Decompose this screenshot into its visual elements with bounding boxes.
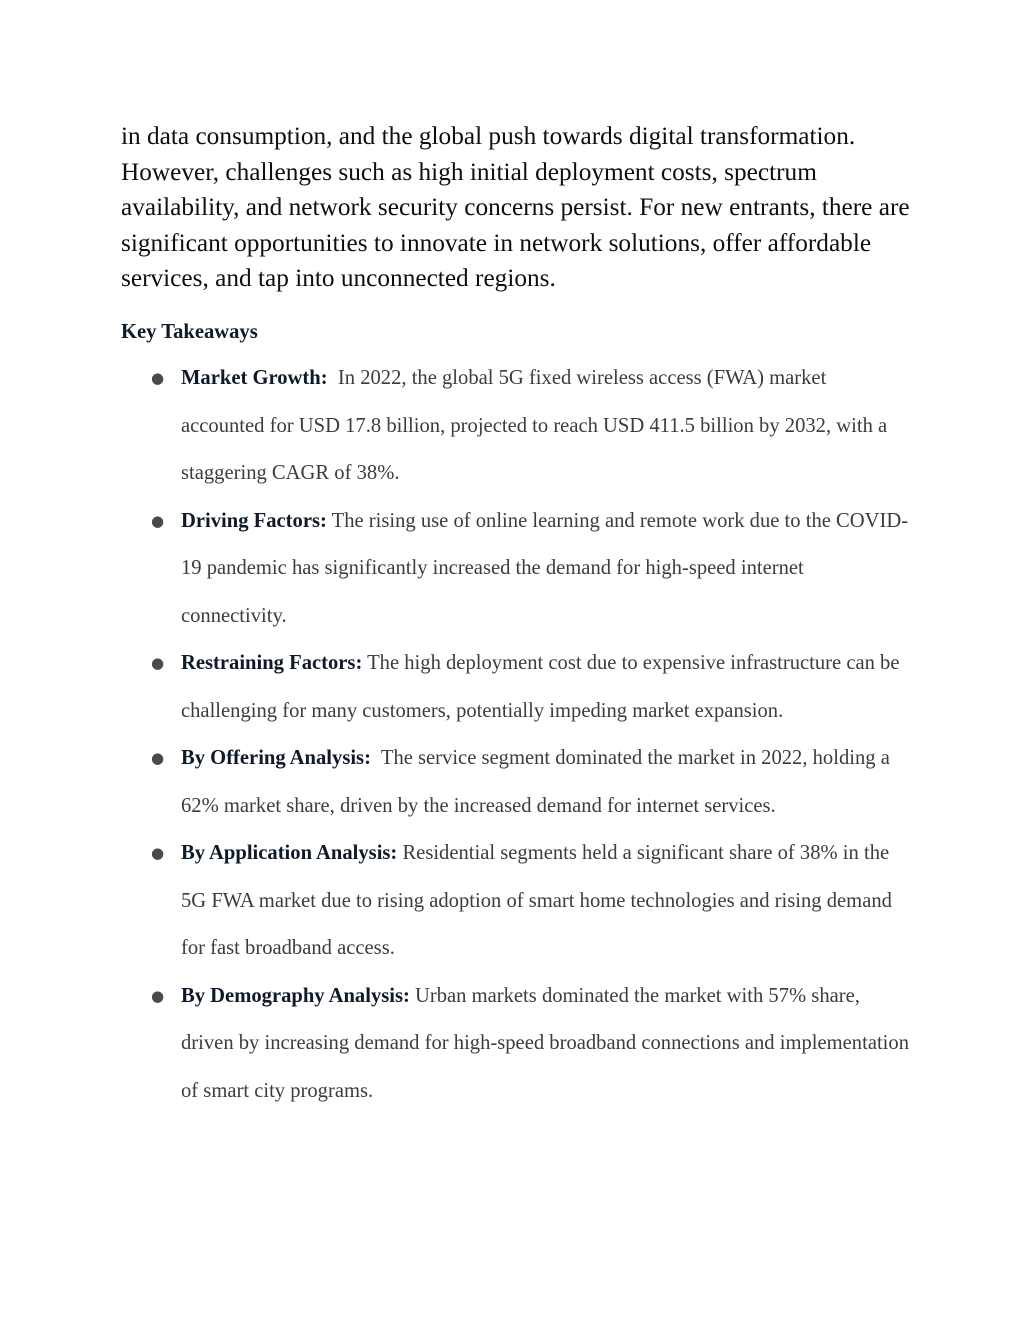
takeaway-text: The high deployment cost due to expensive infrastructure can be challenging for many customers, potentially impeding market expansion. [181, 652, 905, 722]
takeaway-label: Driving Factors: [181, 509, 327, 532]
takeaway-application-analysis [151, 830, 911, 973]
takeaway-restraining-factors [151, 640, 911, 735]
takeaway-driving-factors [151, 498, 911, 641]
bullet-icon: ● [151, 986, 165, 1005]
bullet-icon: ● [151, 369, 165, 387]
takeaway-text: The rising use of online learning and remote work due to the COVID-19 pandemic has significantly increased the demand for high-speed internet connectivity. [181, 509, 909, 627]
takeaway-offering-analysis [151, 735, 911, 830]
takeaway-label: By Offering Analysis: [181, 747, 371, 769]
key-takeaways-list [0, 355, 1024, 1115]
bullet-icon: ● [151, 749, 165, 767]
key-takeaways-heading: Key Takeaways [121, 321, 258, 343]
takeaway-label: Market Growth: [181, 367, 328, 389]
takeaway-label: By Application Analysis: [181, 842, 398, 864]
takeaway-text: In 2022, the global 5G fixed wireless access (FWA) market accounted for USD 17.8 billion, projected to reach USD 411.5 billion by 2032, with a staggering CAGR of 38%. [181, 367, 893, 484]
bullet-icon: ● [151, 654, 165, 672]
takeaway-text: Urban markets dominated the market with 57% share, driven by increasing demand for high-speed broadband connections and implementation of smart city programs. [181, 984, 915, 1102]
takeaway-label: By Demography Analysis: [181, 984, 410, 1007]
bullet-icon: ● [151, 511, 165, 530]
takeaway-text: The service segment dominated the market in 2022, holding a 62% market share, driven by the increased demand for internet services. [181, 747, 895, 817]
takeaway-market-growth [151, 355, 911, 498]
intro-paragraph: in data consumption, and the global push towards digital transformation. However, challenges such as high initial deployment costs, spectrum availability, and network security concerns persist. For new entrants, there are significant opportunities to innovate in network solutions, offer affordable services, and tap into unconnected regions. [121, 122, 910, 293]
takeaway-text: Residential segments held a significant share of 38% in the 5G FWA market due to rising adoption of smart home technologies and rising demand for fast broadband access. [181, 842, 898, 959]
takeaway-label: Restraining Factors: [181, 652, 363, 674]
bullet-icon: ● [151, 844, 165, 862]
takeaway-demography-analysis [151, 973, 915, 1116]
